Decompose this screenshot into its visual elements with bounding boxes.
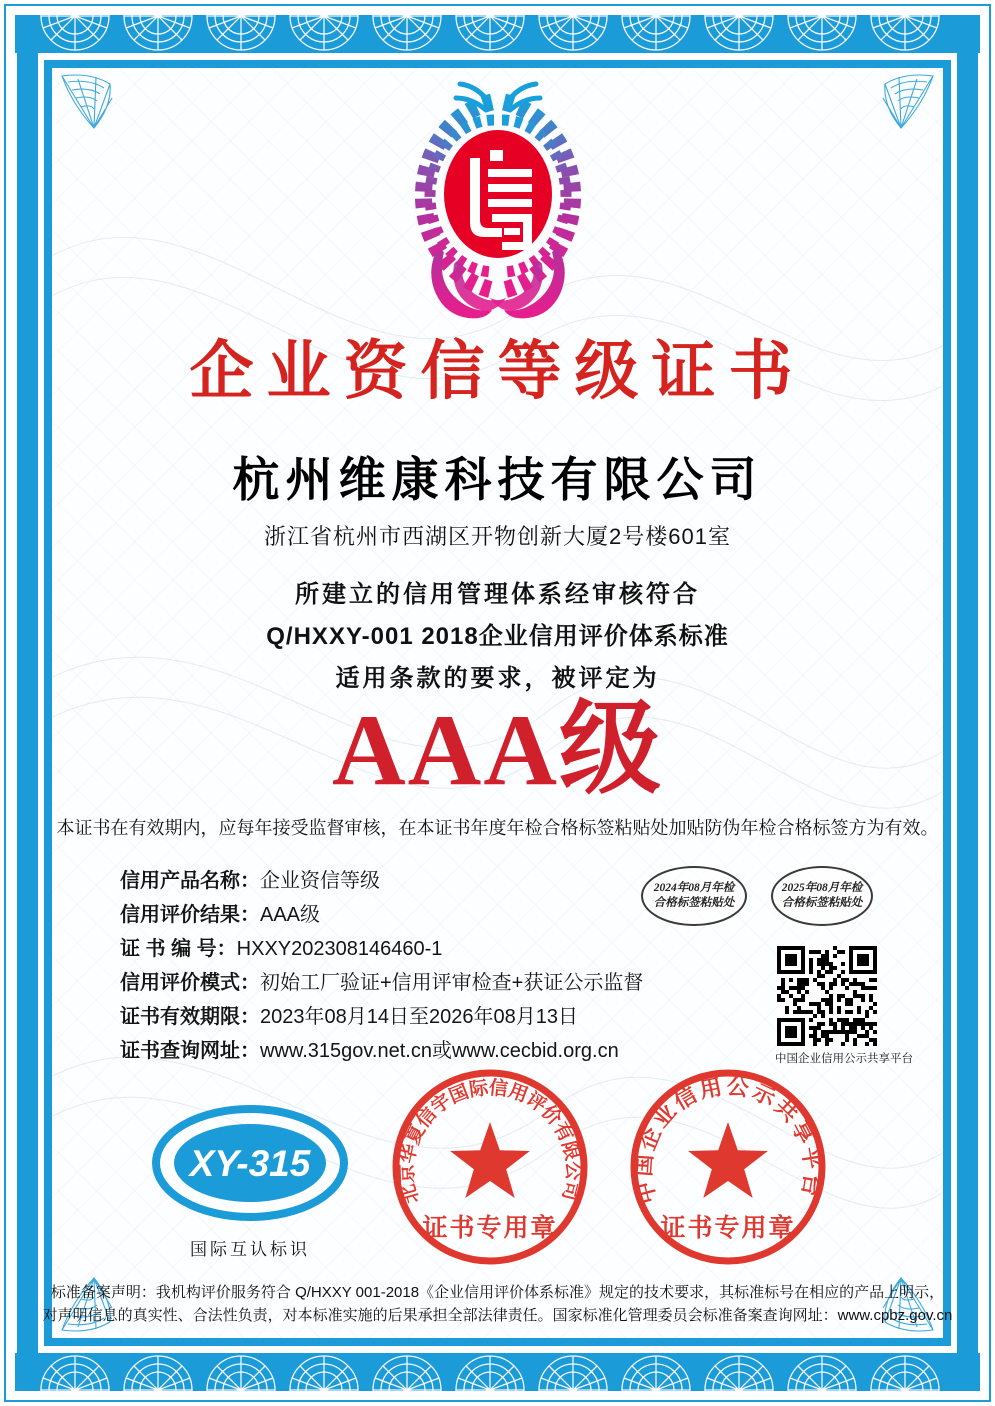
detail-value: 2023年08月14日至2026年08月13日 [260,1006,578,1028]
stamp-bottom-text: 证书专用章 [422,1215,558,1242]
stamp-issuer-seal [388,1064,593,1274]
annual-check-badge-2025 [771,866,873,926]
annual-check-badge-2024 [641,866,747,926]
detail-label: 信用产品名称： [120,870,260,892]
detail-row-validity [120,1000,643,1034]
detail-label: 信用评价结果： [120,904,260,926]
credit-grade: AAA级 [332,694,663,807]
stamp-platform-seal [626,1064,831,1274]
footer-declaration-line-2: 对声明信息的真实性、合法性负责，对本标准实施的后果承担全部法律责任。国家标准化管理委员会标准备案查询网址：www.cpbz.gov.cn [42,1307,953,1324]
detail-value: 企业资信等级 [260,870,380,892]
detail-row-result [120,898,643,932]
detail-label: 证 书 编 号： [120,938,237,960]
detail-label: 证书查询网址： [120,1040,260,1062]
validity-notice: 本证书在有效期内，应每年接受监督审核，在本证书年度年检合格标签粘贴处加贴防伪年检合格标签方为有效。 [56,818,939,838]
detail-value: 初始工厂验证+信用评审检查+获证公示监督 [260,972,644,994]
detail-row-product [120,864,643,898]
qr-code [775,946,913,1066]
statement-line-1: 所建立的信用管理体系经审核符合 [295,581,700,608]
detail-value: HXXY202308146460-1 [236,938,443,960]
xy-315-badge [150,1104,350,1260]
qr-caption: 中国企业信用公示共享平台 [775,1053,913,1065]
detail-row-query-url [120,1034,643,1068]
footer-declaration-line-1: 标准备案声明：我机构评价服务符合 Q/HXXY 001-2018《企业信用评价体系标准》规定的技术要求，其标准标号在相应的产品上明示， [50,1284,945,1301]
annual-badge-line: 合格标签粘贴处 [653,897,735,909]
certificate-title: 企业资信等级证书 [189,335,806,407]
credit-emblem-logo [386,76,610,322]
xy-315-caption: 国际互认标识 [190,1240,310,1259]
detail-value: AAA级 [260,904,321,926]
stamp-ring-text: 中国企业信用公示共享平台 [630,1073,826,1207]
bottom-border-band [15,1353,980,1391]
company-address: 浙江省杭州市西湖区开物创新大厦2号楼601室 [264,524,731,549]
certificate-details [120,864,643,1068]
statement-line-3: 适用条款的要求，被评定为 [335,665,660,692]
company-name: 杭州维康科技有限公司 [232,453,763,506]
top-border-band [15,15,980,53]
annual-badge-line: 2024年08月年检 [653,882,735,894]
detail-label: 信用评价模式： [120,972,260,994]
stamp-bottom-text: 证书专用章 [660,1215,796,1242]
annual-badge-line: 合格标签粘贴处 [781,897,863,909]
qr-code-image [777,946,877,1046]
detail-row-mode [120,966,643,1000]
statement-line-2: Q/HXXY-001 2018企业信用评价体系标准 [266,623,729,650]
detail-value: www.315gov.net.cn或www.cecbid.org.cn [260,1040,619,1062]
xy-315-text: XY-315 [189,1143,311,1184]
detail-label: 证书有效期限： [120,1006,260,1028]
stamp-ring-text: 北京华夏信宇国际信用评价有限公司 [396,1077,584,1206]
annual-badge-line: 2025年08月年检 [781,882,863,894]
xy-315-ellipse-icon [150,1104,350,1222]
detail-row-number [120,932,643,966]
